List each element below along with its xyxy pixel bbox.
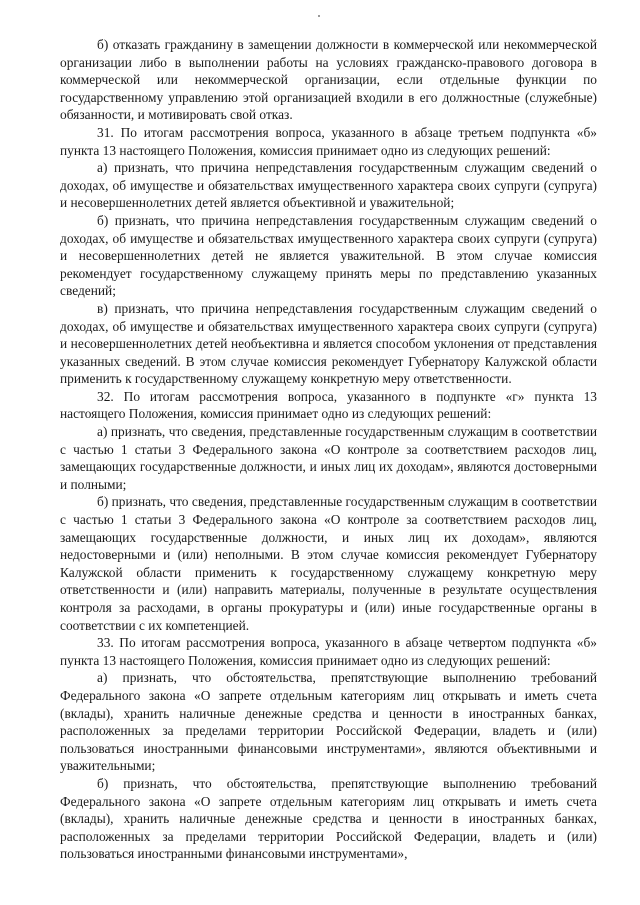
scan-mark <box>318 15 320 17</box>
paragraph-33: 33. По итогам рассмотрения вопроса, указанного в абзаце четвертом подпункта «б» пункта 13 настоящего Положения, комиссия принимает одно из следующих решений: <box>60 635 597 668</box>
paragraph-31: 31. По итогам рассмотрения вопроса, указанного в абзаце третьем подпункта «б» пункта 13 настоящего Положения, комиссия принимает одно из следующих решений: <box>60 124 597 158</box>
paragraph-30b: б) отказать гражданину в замещении должности в коммерческой или некоммерческой организации либо в выполнении работы на условиях гражданско-правового договора в коммерческой или некоммерческой организации, если отдельные функции по государственному управлению этой организацией входили в его должностные (служебные) обязанности, и мотивировать свой отказ. <box>60 37 597 123</box>
paragraph-32: 32. По итогам рассмотрения вопроса, указанного в подпункте «г» пункта 13 настоящего Положения, комиссия принимает одно из следующих решений: <box>60 388 597 422</box>
paragraph-31b: б) признать, что причина непредставления государственным служащим сведений о доходах, об имуществе и обязательствах имущественного характера своих супруги (супруга) и несовершеннолетних детей не является уважительной. В этом случае комиссия рекомендует государственному служащему принять меры по представлению указанных сведений; <box>60 212 597 299</box>
paragraph-32a: а) признать, что сведения, представленные государственным служащим в соответствии с частью 1 статьи 3 Федерального закона «О контроле за соответствием расходов лиц, замещающих государственные должности, и иных лиц их доходам», являются достоверными и полными; <box>60 424 597 492</box>
document-body <box>60 36 597 863</box>
paragraph-33a: а) признать, что обстоятельства, препятствующие выполнению требований Федерального закона «О запрете отдельным категориям лиц открывать и иметь счета (вклады), хранить наличные денежные средства и ценности в иностранных банках, расположенных за пределами территории Российской Федерации, владеть и (или) пользоваться иностранными финансовыми инструментами», являются объективными и уважительными; <box>60 670 597 774</box>
paragraph-31c: в) признать, что причина непредставления государственным служащим сведений о доходах, об имуществе и обязательствах имущественного характера своих супруги (супруга) и несовершеннолетних детей необъективна и является способом уклонения от представления указанных сведений. В этом случае комиссия рекомендует Губернатору Калужской области применить к государственному служащему конкретную меру ответственности. <box>60 300 597 387</box>
paragraph-33b: б) признать, что обстоятельства, препятствующие выполнению требований Федерального закона «О запрете отдельным категориям лиц открывать и иметь счета (вклады), хранить наличные денежные средства и ценности в иностранных банках, расположенных за пределами территории Российской Федерации, владеть и (или) пользоваться иностранными финансовыми инструментами», <box>60 775 597 862</box>
paragraph-32b: б) признать, что сведения, представленные государственным служащим в соответствии с частью 1 статьи 3 Федерального закона «О контроле за соответствием расходов лиц, замещающих государственные должности, и иных лиц их доходам», являются недостоверными и (или) неполными. В этом случае комиссия рекомендует Губернатору Калужской области применить к государственному служащему конкретную меру ответственности и (или) направить материалы, полученные в результате осуществления контроля за расходами, в органы прокуратуры и (или) иные государственные органы в соответствии с их компетенцией. <box>60 494 597 633</box>
paragraph-31a: а) признать, что причина непредставления государственным служащим сведений о доходах, об имуществе и обязательствах имущественного характера своих супруги (супруга) и несовершеннолетних детей является объективной и уважительной; <box>60 160 597 211</box>
